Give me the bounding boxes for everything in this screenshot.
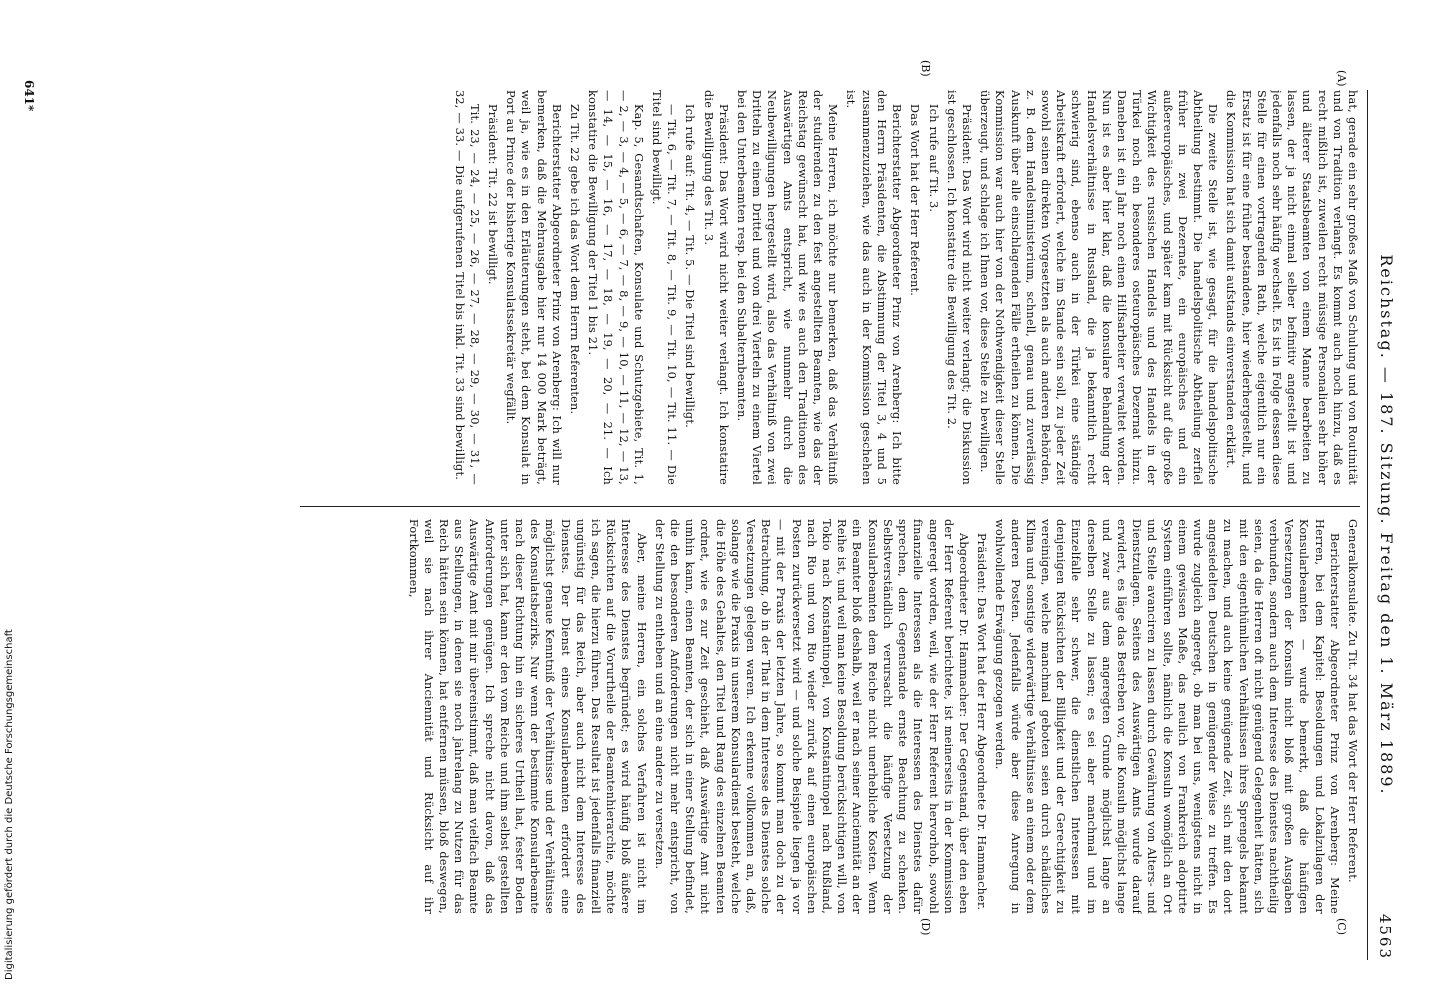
paragraph: Meine Herren, ich möchte nur bemerken, daß das Verhältniß der studirenden zu den fest angestellten Beamten, wie das der Reichstag gewünscht hat, und wie es auch den Traditionen des Auswärtigen Amts entspricht, wie nunmehr durch die Neubewilligungen hergestellt wird, also das Verhältniß von zwei Dritteln zu einem Drittel und von drei Vierteln zu einem Viertel bei den Unterbeamten resp. bei den Subalternbeamten. (735, 90, 840, 485)
paragraph: Das Wort hat der Herr Referent. (908, 104, 922, 297)
paragraph: Präsident: Das Wort wird nicht weiter verlangt. Ich konstatire die Bewilligung des Tit. 3. (701, 90, 730, 485)
page-header (1368, 90, 1396, 960)
paragraph: Tit. 23, — 24, — 25, — 26, — 27, — 28, — 29, — 30, — 31, — 32, — 33. — Die aufgerufenen Titel bis inkl. Tit. 33 sind bewilligt. (452, 90, 481, 485)
paragraph: Aber, meine Herren, ein solches Verfahren ist nicht im Interesse des Dienstes begründet; es wird häufig bloß äußere Rücksichten auf die Vorurtheile der Beamtenhierarchie, möchte ich sagen, die hierzu führen. Das Resultat ist jedenfalls finanziell ungünstig für das Reich, aber auch nicht dem Interesse des Dienstes. Der Dienst eines Konsularbeamten erfordert eine möglichst genaue Kenntniß der Verhältnisse und der Verhältnisse des Konsulatsbezirks. Nur wenn der bestimmte Konsularbeamte nach dieser Richtung hin ein sicheres Urtheil hat, fester Boden unter sich hat, kann er den vom Reiche und ihm selbst gestellten Anforderungen genügen. Ich spreche nicht davon, daß das Auswärtige Amt mit mir übereinstimmt, daß man vielfach Beamte aus Stellungen, in denen sie noch jahrelang zu Nutzen für das Reich hätten sein können, hat entfernen müssen, bloß deswegen, weil sie nach ihrer Anciennität und Rücksicht auf ihr Fortkommen, (406, 519, 648, 914)
paragraph: Kap. 5, Gesandtschaften, Konsulate und Schutzgebiete, Tit. 1, — 2, — 3, — 4, — 5, — 6, — 7, — 8, — 9, — 10, — 11, — 12, — 13, — 14, — 15, — 16, — 17, — 18, — 19, — 20, — 21. — Ich konstatire die Bewilligung der Titel 1 bis 21. (586, 90, 645, 485)
header-rule (1367, 90, 1368, 960)
margin-mark-a: (A) (1335, 70, 1348, 87)
paragraph: Ich rufe auf Tit. 3. (926, 104, 940, 213)
paragraph: Berichterstatter Abgeordneter Prinz von Arenberg: Meine Herren, bei dem Kapitel: Besoldungen und Lokalzulagen der Konsularbeamten — wurde bemerkt, daß die häufigen Versetzungen der Konsuln nicht bloß mit großen Ausgaben verbunden, sondern auch dem Interesse des Dienstes nachtheilig seien, da die Herren oft nicht genügend Gelegenheit hätten, sich mit den eigenthümlichen Verhältnissen ihres Sprengels bekannt zu machen, und auch keine genügende Zeit, sich mit den dort angesiedelten Deutschen in genügender Weise zu treffen. Es wurde zugleich angeregt, ob man bei uns, wenigstens nicht in einem gewissen Maße, das neulich von Frankreich adoptirte System einführen sollte, nämlich die Konsuln womöglich an Ort und Stelle avanciren zu lassen durch Gewährung von Alters- und Dienstzulagen. Seitens des Auswärtigen Amts wurde darauf erwidert, es läge das Bestreben vor, die Konsuln möglichst lange und zwar aus dem angeregten Grunde möglichst lange an derselben Stelle zu lassen; es sei aber manchmal und im Einzelfalle sehr schwer, die dienstlichen Interessen mit denjenigen Rücksichten der Billigkeit und der Gerechtigkeit zu vereinigen, welche manchmal geboten seien durch schädliches Klima und sonstige widerwärtige Verhältnisse an einem oder dem anderen Posten. Jedenfalls würde aber diese Anregung in wohlwollende Erwägung gezogen werden. (993, 519, 1341, 914)
paragraph: Präsident: Das Wort wird nicht weiter verlangt; die Diskussion ist geschlossen. Ich konstatire die Bewilligung des Tit. 2. (944, 90, 973, 485)
right-text-column (78, 519, 1360, 914)
margin-mark-d: (D) (919, 918, 932, 936)
page-number-right: 4563 (1376, 913, 1394, 960)
margin-mark-b: (B) (919, 60, 932, 77)
paragraph: Die zweite Stelle ist, wie gesagt, für die handelspolitische Abtheilung bestimmt. Die handelspolitische Abtheilung zerfiel früher in zwei Dezernate, ein europäisches und ein außereuropäisches, und später kam mit Rücksicht auf die große Wichtigkeit des russischen Handels und des Handels in der Türkei noch ein besonderes osteuropäisches Dezernat hinzu. Daneben ist ein Jahr noch einen Hilfsarbeiter verwaltet worden. Nun ist es aber hier klar, daß die konsulare Behandlung der Handelsverhältnisse in Russland, die ja bekanntlich recht schwierig sind, ebenso auch in der Türkei eine ständige Arbeitskraft erfordert, welche im Stande sein soll, zu jeder Zeit sowohl seinen direkten Vorgesetzten als auch anderen Behörden, z. B. dem Handelsministerium, schnell, genau und zuverlässig Auskunft über alle einschlagenden Fälle ertheilen zu können. Die Kommission war auch hier von der Nothwendigkeit dieser Stelle überzeugt, und schlage ich Ihnen vor, diese Stelle zu bewilligen. (978, 90, 1220, 485)
margin-mark-c: (C) (1335, 918, 1348, 935)
paragraph: Ich rufe auf: Tit. 4, — Tit. 5. — Die Titel sind bewilligt. (683, 104, 697, 428)
paragraph: Berichterstatter Abgeordneter Prinz von Arenberg: Ich will nur bemerken, daß die Mehrausgabe hier nur 14 000 Mark beträgt, weil ja, wie es in den Erläuterungen steht, bei dem Konsulat in Port au Prince der bisherige Konsulatssekretär wegfällt. (504, 90, 563, 485)
paragraph: Präsident: Tit. 22 ist bewilligt. (486, 104, 500, 285)
digitization-credit: Digitalisierung gefördert durch die Deutsche Forschungsgemeinschaft (4, 629, 15, 980)
paragraph: Generalkonsulate. Zu Tit. 34 hat das Wort der Herr Referent. (1346, 519, 1359, 883)
paragraph: — Tit. 6, — Tit. 7, — Tit. 8, — Tit. 9, — Tit. 10, — Tit. 11. — Die Titel sind bewilligt. (650, 90, 679, 485)
sheet-number: 641* (22, 80, 36, 112)
running-title: Reichstag. — 187. Sitzung. Freitag den 1. März 1889. (1377, 254, 1396, 796)
paragraph: Zu Tit. 22 gebe ich das Wort dem Herrn Referenten. (568, 104, 582, 415)
column-divider (300, 506, 1360, 507)
paragraph: Berichterstatter Abgeordneter Prinz von Arenberg: Ich bitte den Herrn Präsidenten, die Abstimmung der Titel 3, 4 und 5 zusammenzuziehen, wie das auch in der Kommission geschehen ist. (844, 90, 904, 485)
paragraph: Präsident: Das Wort hat der Herr Abgeordnete Dr. Hammacher. (975, 533, 989, 911)
paragraph: hat, gerade ein sehr großes Maß von Schulung und von Routinität und von Tradition verlangt. Es kommt auch noch hinzu, daß es recht mißlich ist, zuweilen recht müssige Personalien sehr höher und älterer Staatsbeamten von einem Manne bearbeiten zu lassen, der ja nicht einmal selber befinitiv angestellt ist und jedenfalls noch sehr häufig wechselt. Es ist in Folge dessen diese Stelle für einen vortragenden Rath, welche eigentlich nur ein Ersatz ist für eine früher bestandene, hier wiederhergestellt, und die Kommission hat sich damit aufstands einverstanden erklärt. (1224, 90, 1359, 485)
paragraph: Abgeordneter Dr. Hammacher: Der Gegenstand, über den eben der Herr Referent berichtete, ist meinerseits in der Kommission angeregt worden, weil, wie der Herr Referent hervorhob, sowohl finanzielle Interessen als die Interessen des Dienstes dafür sprechen, dem Gegenstande ernste Beachtung zu schenken. Selbstverständlich verursacht die häufige Versetzung der Konsularbeamten dem Reiche nicht unerhebliche Kosten. Wenn ein Beamter bloß deshalb, weil er nach seiner Anciennität an der Reihe ist, und weil man keine Besoldung berücksichtigen will, von Tokio nach Konstantinopel, von Konstantinopel nach Rußland, nach Rio und von Rio wieder zurück auf einen europäischen Posten zurückversetzt wird — und solche Beispiele liegen ja vor — mit der Praxis der letzten Jahre, so kommt man doch zu der Betrachtung, ob in der That in dem Interesse des Dienstes solche Versetzungen gelegen waren. Ich erkenne vollkommen an, daß, solange wie die Praxis in unserem Konsulardienst besteht, welche die Höhe des Gehaltes, den Titel und Rang des einzelnen Beamten ordnet, wie es zur Zeit geschieht, daß Auswärtige Amt nicht umhin kann, einen Beamten, der sich in einer Stellung befindet, die den besonderen Anforderungen nicht mehr entspricht, von der Stellung zu entheben und an eine andere zu versetzen. (652, 519, 970, 914)
left-text-column (78, 90, 1360, 485)
